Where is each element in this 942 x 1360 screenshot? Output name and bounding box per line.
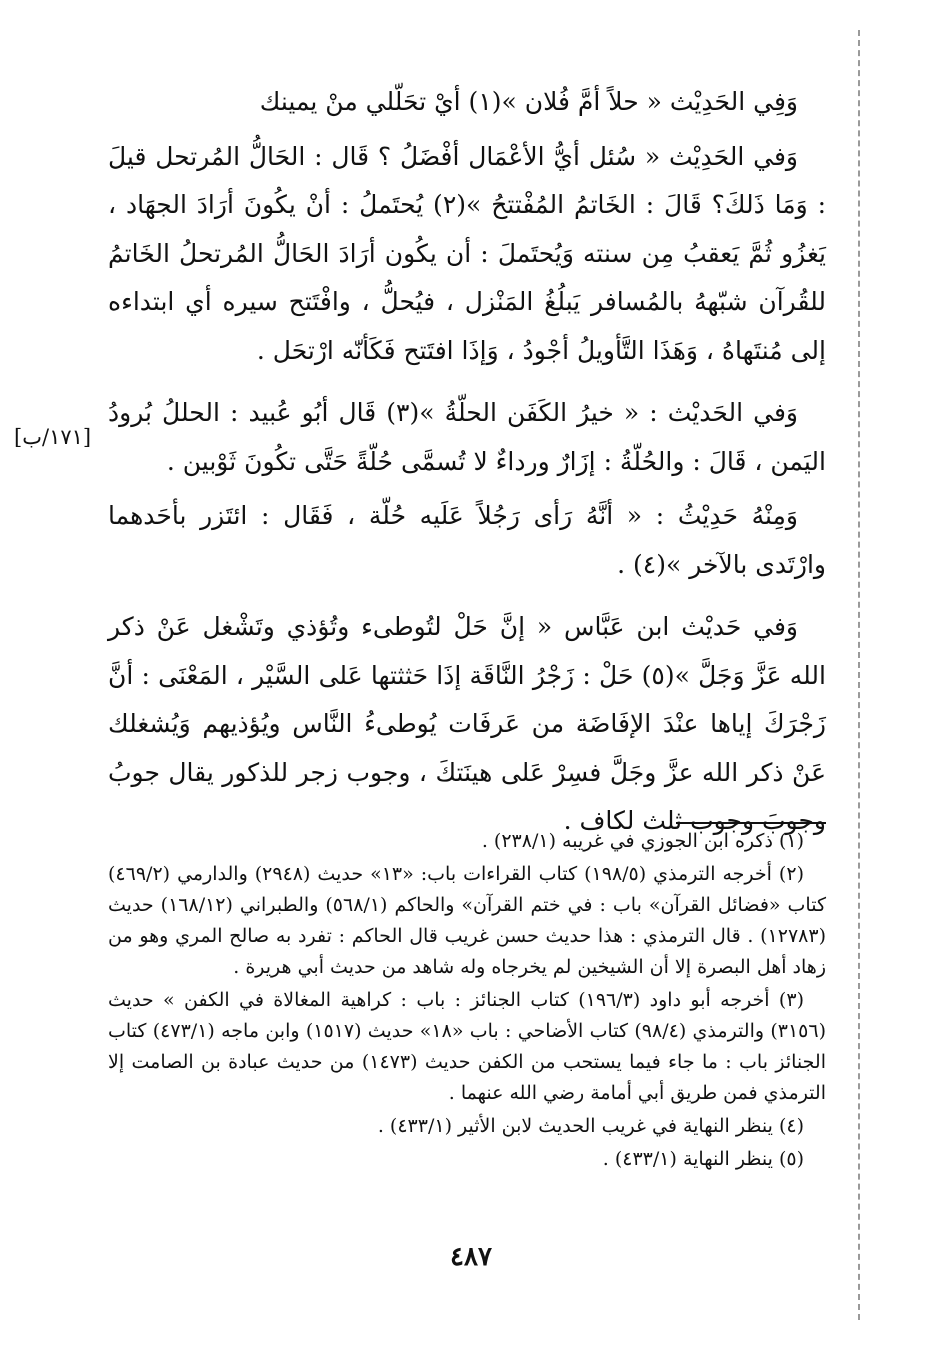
paragraph-5: وَفي حَديْث ابن عَبَّاس « إنَّ حَلْ لتُوطىء وتُؤذي وتَشْغل عَنْ ذكر الله عَزَّ وَجَلَّ »(٥) حَلْ : زَجْرُ النَّاقَة إذَا حَثثتها عَلى السَّيْر ، المَعْنَى : أنَّ زَجْرَكَ إياها عنْدَ الإفَاضَة من عَرفَات يُوطىءُ النَّاس ويُؤذيهم وَيُشغلك عَنْ ذكر الله عزَّ وجَلَّ فسِرْ عَلى هينَتكَ ، وجوب زجر للذكور يقال جوبُ وجوبَ وجوب ثلث لكاف .: [108, 612, 826, 835]
footnote-5: (٥) ينظر النهاية (٤٣٣/١) .: [602, 1148, 804, 1170]
page-number: ٤٨٧: [450, 1242, 492, 1272]
manuscript-folio-reference: [١٧١/ب]: [14, 425, 92, 449]
paragraph-3: وَفي الحَديْث : « خيرُ الكَفَن الحلّةُ »(٣) قَال أبُو عُبيد : الحللُ بُرودُ اليَمن ، قَالَ : والحُلّةُ : إزَارٌ ورداءٌ لا تُسمَّى حُلّةً حَتَّى تكُونَ ثَوْبين .: [108, 398, 826, 476]
footnote-3: (٣) أخرجه أبو داود (١٩٦/٣) كتاب الجنائز : باب : كراهية المغالاة في الكفن » حديث (٣١٥٦) والترمذي (٩٨/٤) كتاب الأضاحي : باب «١٨» حديث (١٥١٧) وابن ماجه (٤٧٣/١) كتاب الجنائز باب : ما جاء فيما يستحب من الكفن حديث (١٤٧٣) من حديث عبادة بن الصامت إلا الترمذي فمن طريق أبي أمامة رضي الله عنهما .: [108, 989, 826, 1104]
paragraph-2: وَفي الحَدِيْث « سُئل أيُّ الأعْمَال أفْضَلُ ؟ قَال : الحَالُّ المُرتحل قيلَ : وَمَا ذَلكَ؟ قَالَ : الخَاتمُ المُفْتتحُ »(٢) يُحتَملُ : أنْ يكُونَ أرَادَ الجهَاد ، يَغزُو ثُمَّ يَعقبُ مِن سنته وَيُحتَملَ : أن يكُون أرَادَ الحَالُّ المُرتحلُ الخَاتمُ للقُرآن شبّههُ بالمُسافر يَبلُغُ المَنْزل ، فيُحلُّ ، وافْتَتح سيره أي ابتداءه إلى مُنتَهاهُ ، وَهَذَا التَّأويلُ أجْودُ ، وَإذَا افتَتح فَكَأنّه ارْتحَل .: [108, 141, 826, 365]
paragraph-1: وَفِي الحَدِيْث « حلاً أمَّ فُلان »(١) أيْ تحَلّلي منْ يمينك: [259, 87, 798, 116]
margin-guide-line: [858, 30, 860, 1320]
footnote-1: (١) ذكره ابن الجوزي في غريبه (٢٣٨/١) .: [481, 830, 804, 852]
footnote-separator: [676, 822, 826, 824]
main-text-body: [108, 78, 826, 860]
footnote-4: (٤) ينظر النهاية في غريب الحديث لابن الأثير (٤٣٣/١) .: [377, 1115, 804, 1137]
footnotes-section: [108, 826, 826, 1177]
paragraph-4: وَمِنْهُ حَدِيْثُ : « أنَّهُ رَأى رَجُلاً عَلَيه حُلّة ، فَقَال : ائتَزر بأحَدهما وارْتَدى بالآخر »(٤) .: [108, 501, 826, 579]
footnote-2: (٢) أخرجه الترمذي (١٩٨/٥) كتاب القراءات باب: «١٣» حديث (٢٩٤٨) والدارمي (٤٦٩/٢) كتاب «فضائل القرآن» باب : في ختم القرآن» والحاكم (٥٦٨/١) والطبراني (١٦٨/١٢) حديث (١٢٧٨٣) . قال الترمذي : هذا حديث حسن غريب قال الحاكم : تفرد به صالح المري وهو من زهاد أهل البصرة إلا أن الشيخين لم يخرجاه وله شاهد من حديث أبي هريرة .: [108, 863, 826, 978]
